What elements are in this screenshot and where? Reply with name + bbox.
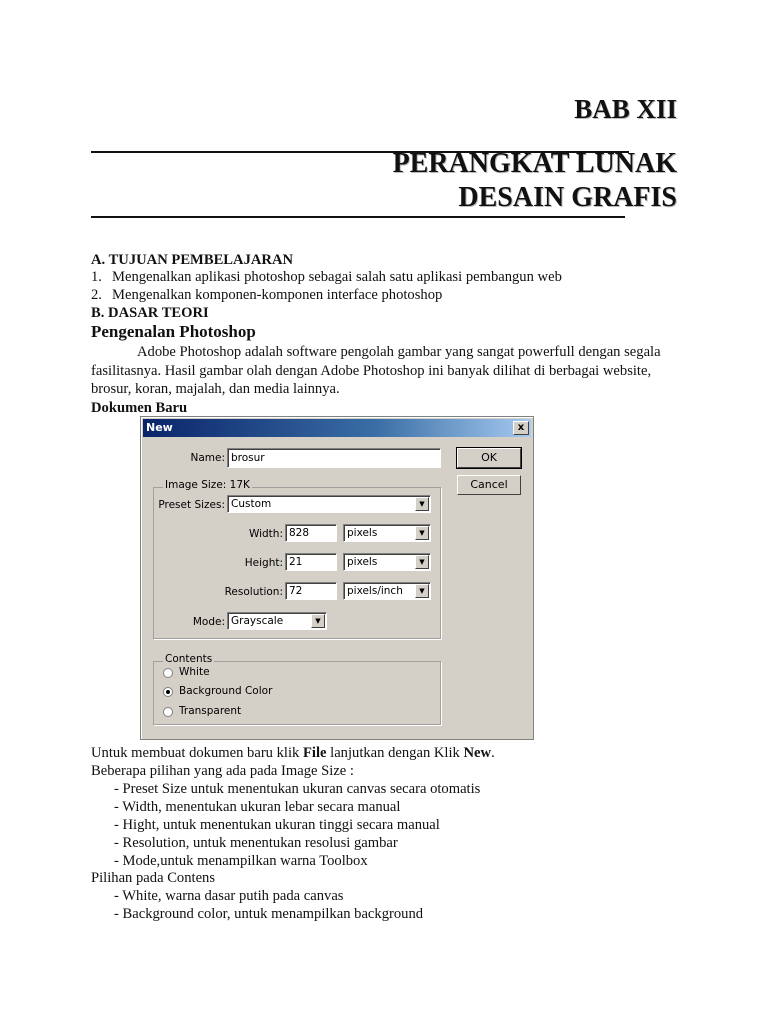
dropdown-arrow-icon[interactable]: ▼ (415, 584, 429, 598)
title-line-1: PERANGKAT LUNAK (392, 148, 677, 179)
dropdown-arrow-icon[interactable]: ▼ (415, 497, 429, 511)
instruction-text: Untuk membuat dokumen baru klik (91, 745, 303, 761)
objective-text: Mengenalkan aplikasi photoshop sebagai salah satu aplikasi pembangun web (112, 269, 562, 285)
dropdown-arrow-icon[interactable]: ▼ (311, 614, 325, 628)
resolution-input[interactable]: 72 (285, 582, 337, 600)
background-color-radio[interactable] (163, 687, 173, 697)
objective-item-2 (91, 286, 442, 304)
dialog-title: New (146, 421, 173, 434)
ok-button[interactable]: OK (457, 448, 521, 468)
dropdown-arrow-icon[interactable]: ▼ (415, 526, 429, 540)
background-color-radio-label[interactable]: Background Color (179, 685, 273, 697)
objective-number: 1. (91, 269, 102, 285)
image-size-label: Image Size: 17K (165, 479, 250, 491)
height-input[interactable]: 21 (285, 553, 337, 571)
contents-heading: Pilihan pada Contens (91, 870, 216, 886)
list-item: - Width, menentukan ukuran lebar secara manual (114, 799, 401, 815)
list-item: - Resolution, untuk menentukan resolusi gambar (114, 835, 398, 851)
title-line-2: DESAIN GRAFIS (458, 182, 677, 213)
close-button[interactable]: x (513, 421, 529, 435)
chapter-title (393, 147, 677, 215)
list-item: - Background color, untuk menampilkan background (114, 906, 424, 922)
height-label: Height: (244, 557, 283, 569)
white-radio[interactable] (163, 668, 173, 678)
dialog-titlebar[interactable] (143, 419, 531, 437)
width-unit-value: pixels (347, 527, 378, 539)
height-unit-value: pixels (347, 556, 378, 568)
width-input[interactable]: 828 (285, 524, 337, 542)
dropdown-arrow-icon[interactable]: ▼ (415, 555, 429, 569)
new-document-heading: Dokumen Baru (91, 400, 188, 416)
bottom-rule (91, 216, 625, 218)
chapter-number: BAB XII (574, 94, 677, 124)
mode-value: Grayscale (231, 615, 284, 627)
preset-sizes-label: Preset Sizes: (158, 499, 225, 511)
resolution-unit-value: pixels/inch (347, 585, 403, 597)
transparent-radio[interactable] (163, 707, 173, 717)
mode-label: Mode: (192, 616, 225, 628)
objective-number: 2. (91, 287, 102, 303)
cancel-button[interactable]: Cancel (457, 475, 521, 495)
intro-paragraph: Adobe Photoshop adalah software pengolah gambar yang sangat powerfull dengan segala fasilitasnya. Hasil gambar olah dengan Adobe Photoshop ini banyak dilihat di berbagai website, brosur, koran, majalah, dan media lainnya. (91, 344, 661, 397)
new-keyword: New (463, 745, 492, 761)
transparent-radio-label[interactable]: Transparent (179, 705, 242, 717)
height-unit-select[interactable] (343, 553, 431, 571)
list-item: - Preset Size untuk menentukan ukuran canvas secara otomatis (114, 781, 481, 797)
preset-sizes-value: Custom (231, 498, 272, 510)
objective-text: Mengenalkan komponen-komponen interface photoshop (112, 287, 443, 303)
instruction-text: lanjutkan dengan Klik (326, 745, 464, 761)
image-size-intro: Beberapa pilihan yang ada pada Image Size : (91, 763, 354, 779)
list-item: - Hight, untuk menentukan ukuran tinggi secara manual (114, 817, 440, 833)
objective-item-1 (91, 268, 562, 286)
name-input[interactable]: brosur (227, 448, 441, 468)
photoshop-subheading: Pengenalan Photoshop (91, 322, 256, 341)
new-document-dialog (140, 416, 534, 740)
list-item: - White, warna dasar putih pada canvas (114, 888, 344, 904)
resolution-unit-select[interactable] (343, 582, 431, 600)
section-b-heading: B. DASAR TEORI (91, 305, 209, 321)
name-label: Name: (190, 452, 225, 464)
width-unit-select[interactable] (343, 524, 431, 542)
contents-label: Contents (165, 653, 213, 665)
white-radio-label[interactable]: White (179, 666, 210, 678)
preset-sizes-select[interactable] (227, 495, 431, 513)
mode-select[interactable] (227, 612, 327, 630)
width-label: Width: (248, 528, 283, 540)
file-keyword: File (302, 745, 327, 761)
list-item: - Mode,untuk menampilkan warna Toolbox (114, 853, 368, 869)
section-a-heading: A. TUJUAN PEMBELAJARAN (91, 252, 294, 268)
instruction-text: . (491, 745, 495, 761)
resolution-label: Resolution: (224, 586, 283, 598)
instruction-line (91, 744, 495, 762)
